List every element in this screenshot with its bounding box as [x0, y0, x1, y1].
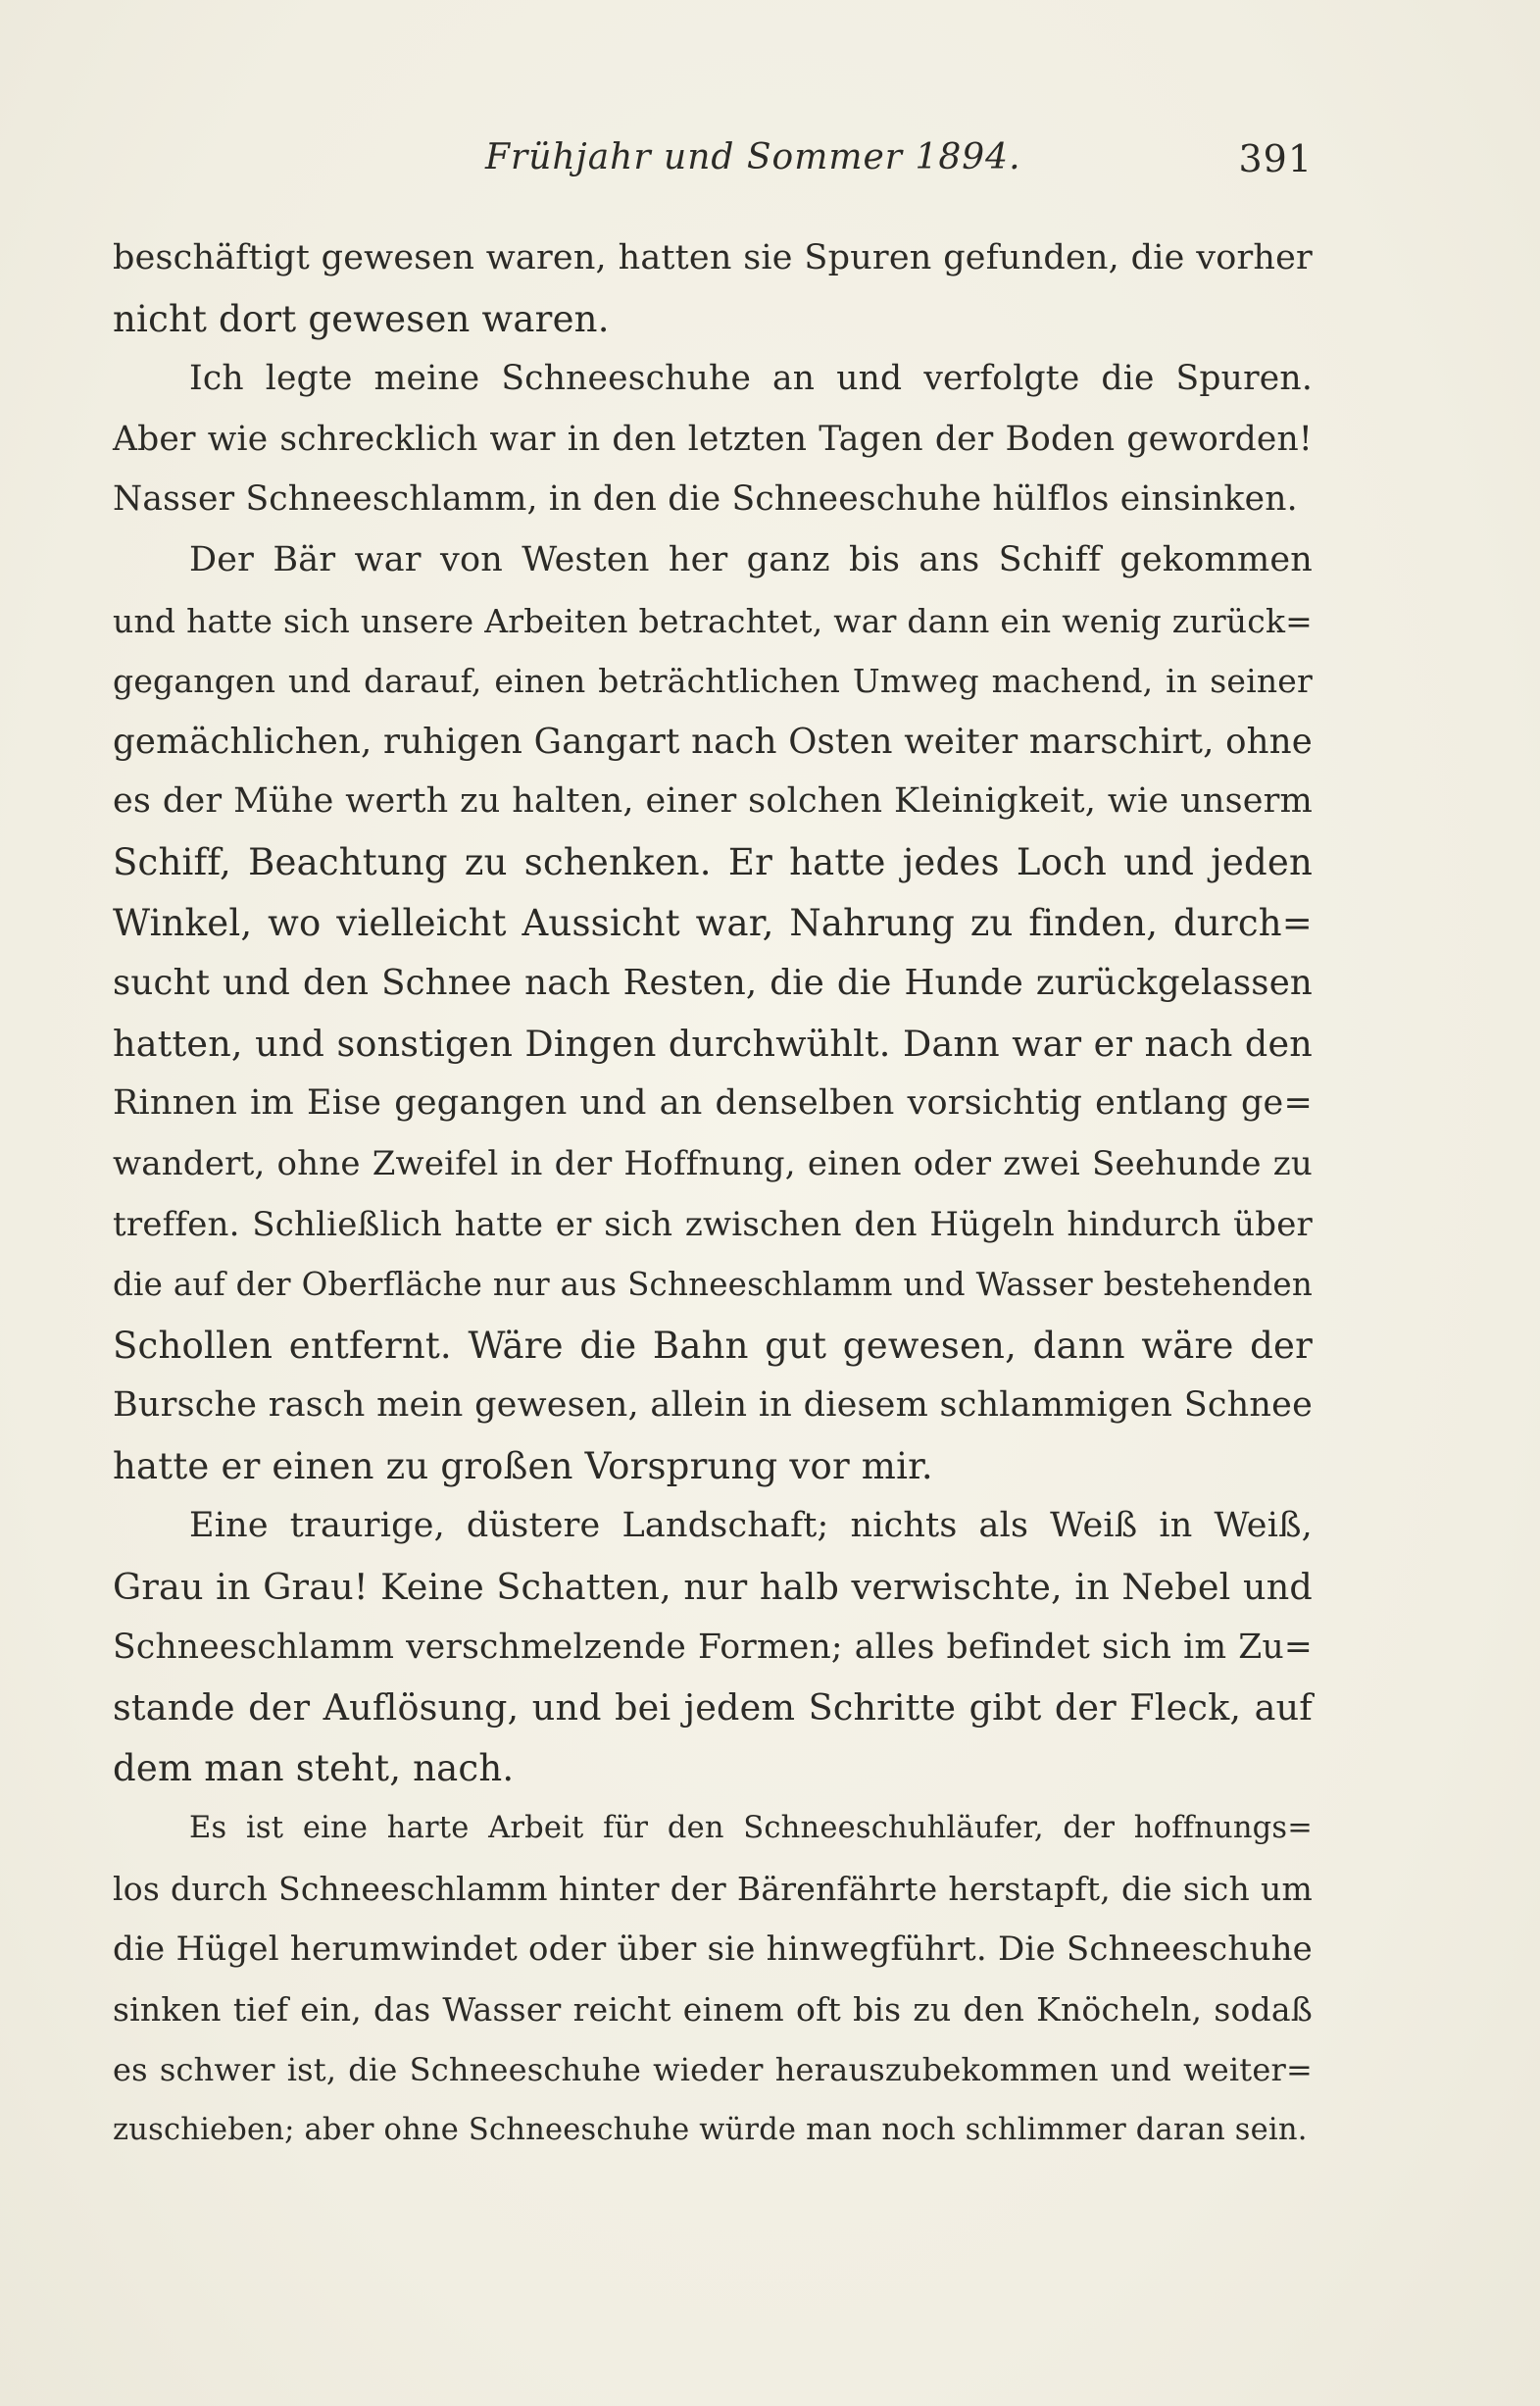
page-header [113, 137, 1313, 192]
text-line: Ich legte meine Schneeschuhe an und verfolgte die Spuren. [189, 359, 1313, 399]
text-line: dem man steht, nach. [113, 1746, 515, 1789]
text-line: Schneeschlamm verschmelzende Formen; alles befindet sich im Zu= [113, 1627, 1313, 1667]
text-line: es schwer ist, die Schneeschuhe wieder herauszubekommen und weiter= [113, 2050, 1313, 2088]
text-line: nicht dort gewesen waren. [113, 297, 610, 340]
text-line: Rinnen im Eise gegangen und an denselben vorsichtig entlang ge= [113, 1083, 1313, 1124]
page-number: 391 [1238, 137, 1313, 180]
text-line: beschäftigt gewesen waren, hatten sie Spuren gefunden, die vorher [113, 238, 1313, 277]
text-line: Aber wie schrecklich war in den letzten Tagen der Boden geworden! [113, 419, 1313, 459]
text-line: stande der Auflösung, und bei jedem Schritte gibt der Fleck, auf [113, 1686, 1313, 1729]
paragraph [113, 1496, 1313, 1798]
body-text [113, 228, 1313, 2161]
running-title: Frühjahr und Sommer 1894. [485, 137, 1021, 177]
paragraph [113, 228, 1313, 349]
text-line: die auf der Oberfläche nur aus Schneeschlamm und Wasser bestehenden [113, 1266, 1313, 1304]
text-line: Grau in Grau! Keine Schatten, nur halb verwischte, in Nebel und [113, 1566, 1313, 1609]
text-line: Bursche rasch mein gewesen, allein in diesem schlammigen Schnee [113, 1385, 1313, 1426]
text-line: Der Bär war von Westen her ganz bis ans Schiff gekommen [189, 539, 1313, 579]
text-line: und hatte sich unsere Arbeiten betrachtet, war dann ein wenig zurück= [113, 601, 1313, 640]
text-line: los durch Schneeschlamm hinter der Bärenfährte herstapft, die sich um [113, 1870, 1313, 1909]
paragraph [113, 349, 1313, 530]
text-line: Nasser Schneeschlamm, in den die Schneeschuhe hülflos einsinken. [113, 479, 1298, 520]
paragraph [113, 530, 1313, 1497]
text-line: hatten, und sonstigen Dingen durchwühlt. Dann war er nach den [113, 1022, 1313, 1065]
text-line: wandert, ohne Zweifel in der Hoffnung, einen oder zwei Seehunde zu [113, 1143, 1313, 1183]
text-line: sucht und den Schnee nach Resten, die die Hunde zurückgelassen [113, 963, 1313, 1004]
text-line: zuschieben; aber ohne Schneeschuhe würde man noch schlimmer daran sein. [113, 2113, 1308, 2148]
text-line: gegangen und darauf, einen beträchtlichen Umweg machend, in seiner [113, 662, 1313, 701]
text-line: sinken tief ein, das Wasser reicht einem oft bis zu den Knöcheln, sodaß [113, 1990, 1313, 2030]
text-line: es der Mühe werth zu halten, einer solchen Kleinigkeit, wie unserm [113, 781, 1313, 822]
text-line: treffen. Schließlich hatte er sich zwischen den Hügeln hindurch über [113, 1204, 1313, 1244]
text-line: Es ist eine harte Arbeit für den Schneeschuhläufer, der hoffnungs= [189, 1811, 1313, 1846]
text-line: Schollen entfernt. Wäre die Bahn gut gewesen, dann wäre der [113, 1324, 1313, 1367]
paragraph [113, 1798, 1313, 2161]
text-line: gemächlichen, ruhigen Gangart nach Osten weiter marschirt, ohne [113, 721, 1313, 762]
text-line: die Hügel herumwindet oder über sie hinwegführt. Die Schneeschuhe [113, 1929, 1313, 1969]
text-line: Eine traurige, düstere Landschaft; nichts als Weiß in Weiß, [189, 1506, 1313, 1546]
text-line: hatte er einen zu großen Vorsprung vor mir. [113, 1444, 933, 1487]
text-line: Winkel, wo vielleicht Aussicht war, Nahrung zu finden, durch= [113, 901, 1313, 944]
text-line: Schiff, Beachtung zu schenken. Er hatte jedes Loch und jeden [113, 840, 1313, 883]
